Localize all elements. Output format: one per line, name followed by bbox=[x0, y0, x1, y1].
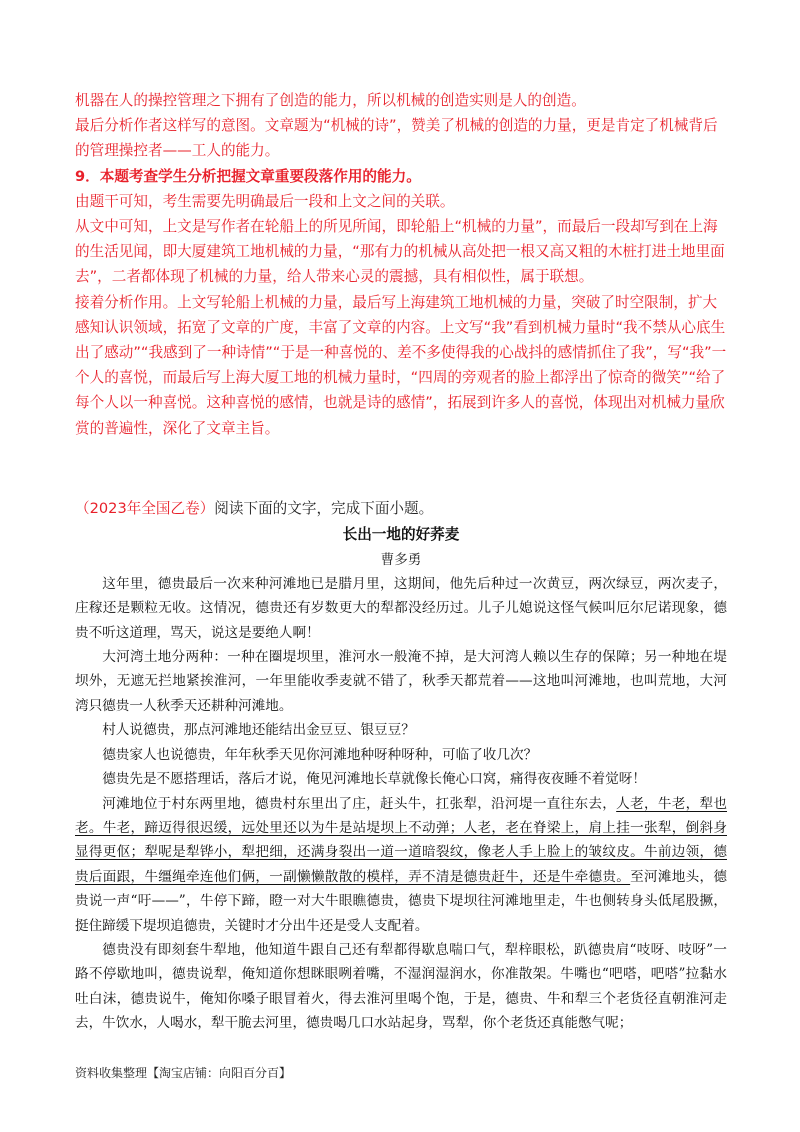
answer-paragraph: 接着分析作用。上文写轮船上机械的力量，最后写上海建筑工地机械的力量，突破了时空限制，扩大感知认识领域，拓宽了文章的广度，丰富了文章的内容。上文写“我”看到机械力量时“我不禁从心底生出了感动”“我感到了一种诗情”“于是一种喜悦的、差不多使得我的心战抖的感情抓住了我”，写“我”一个人的喜悦，而最后写上海大厦工地的机械力量时，“四周的旁观者的脸上都浮出了惊奇的微笑”“给了每个人以一种喜悦。这种喜悦的感情，也就是诗的感情”，拓展到许多人的喜悦，体现出对机械力量欣赏的普遍性，深化了文章主旨。 bbox=[75, 293, 727, 437]
article-body bbox=[75, 572, 727, 1036]
answer-paragraph: 9．本题考查学生分析把握文章重要段落作用的能力。 bbox=[75, 167, 421, 185]
answer-explanation bbox=[75, 88, 727, 441]
article-paragraph: 这年里，德贵最后一次来种河滩地已是腊月里，这期间，他先后种过一次黄豆，两次绿豆，两次麦子，庄稼还是颗粒无收。这情况，德贵还有岁数更大的犁都没经历过。儿子儿媳说这怪气候叫厄尔尼诺现象，德贵不听这道理，骂天，说这是要绝人啊！ bbox=[75, 575, 727, 641]
article-paragraph: 大河湾土地分两种：一种在圈堤坝里，淮河水一般淹不掉，是大河湾人赖以生存的保障；另一种地在堤坝外，无遮无拦地紧挨淮河，一年里能收季麦就不错了，秋季天都荒着——这地叫河滩地，也叫荒地，大河湾只德贵一人秋季天还耕种河滩地。 bbox=[75, 649, 727, 714]
source-instruction: 阅读下面的文字，完成下面小题。 bbox=[214, 499, 434, 517]
article-paragraph: 德贵没有即刻套牛犁地，他知道牛跟自己还有犁都得歇息喘口气，犁梓眼松，趴德贵肩“吱呀、吱呀”一路不停歇地叫，德贵说犁，俺知道你想眯眼咧着嘴，不湿润湿润水，你准散架。牛嘴也“吧嗒，吧嗒”拉黏水吐白沫，德贵说牛，俺知你嗓子眼冒着火，得去淮河里喝个饱，于是，德贵、牛和犁三个老货径直朝淮河走去，牛饮水，人喝水，犁干脆去河里，德贵喝几口水站起身，骂犁，你个老货还真能憋气呢； bbox=[75, 941, 727, 1032]
answer-paragraph: 机器在人的操控管理之下拥有了创造的能力，所以机械的创造实则是人的创造。 bbox=[75, 92, 586, 109]
article-title: 长出一地的好荞麦 bbox=[342, 525, 460, 543]
paragraph-text: 河滩地位于村东两里地，德贵村东里出了庄，赶头牛，扛张犁，沿河堤一直往东去， bbox=[102, 795, 617, 812]
article-author: 曹多勇 bbox=[380, 551, 422, 568]
article-paragraph: 德贵先是不愿搭理话，落后才说，俺见河滩地长草就像长俺心口窝，痛得夜夜睡不着觉呀！ bbox=[102, 771, 646, 788]
answer-paragraph: 由题干可知，考生需要先明确最后一段和上文之间的关联。 bbox=[75, 192, 455, 210]
article-paragraph: 村人说德贵，那点河滩地还能结出金豆豆、银豆豆？ bbox=[102, 722, 415, 739]
underlined-passage: 人老，牛老，犁也老。牛老，蹄迈得很迟缓，远处里还以为牛是站堤坝上不动弹；人老，老在脊梁上，肩上挂一张犁，倒斜身显得更伛；犁呢是犁铧小，犁把细，还满身裂出一道一道暗裂纹，像老人手上脸上的皱纹皮。牛前边领，德贵后面跟，牛缰绳牵连他们俩，一副懒懒散散的模样，弄不清是德贵赶牛，还是牛牵德贵。 bbox=[75, 795, 728, 885]
article-paragraph bbox=[75, 792, 727, 938]
answer-paragraph: 最后分析作者这样写的意图。文章题为“机械的诗”，赞美了机械的创造的力量，更是肯定了机械背后的管理操控者——工人的能力。 bbox=[75, 117, 718, 160]
document-page bbox=[75, 88, 727, 1036]
source-line bbox=[75, 498, 727, 520]
answer-paragraph: 从文中可知，上文是写作者在轮船上的所见所闻，即轮船上“机械的力量”，而最后一段却写到在上海的生活见闻，即大厦建筑工地机械的力量，“那有力的机械从高处把一根又高又粗的木桩打进土地里面去”，二者都体现了机械的力量，给人带来心灵的震撼，具有相似性，属于联想。 bbox=[75, 218, 725, 286]
footer-note: 资料收集整理【淘宝店铺：向阳百分百】 bbox=[75, 1066, 292, 1080]
source-tag: （2023年全国乙卷） bbox=[75, 499, 215, 517]
paragraph-text: 至河滩地头，德贵说一声“吁——”，牛停下蹄，瞪一对大牛眼瞧德贵，德贵下堤坝往河滩地里走，牛也侧转身头低尾股撅，挺住蹄缓下堤坝追德贵，关键时才分出牛还是受人支配着。 bbox=[75, 868, 728, 934]
article-paragraph: 德贵家人也说德贵，年年秋季天见你河滩地种呀种呀种，可临了收几次？ bbox=[102, 746, 538, 763]
